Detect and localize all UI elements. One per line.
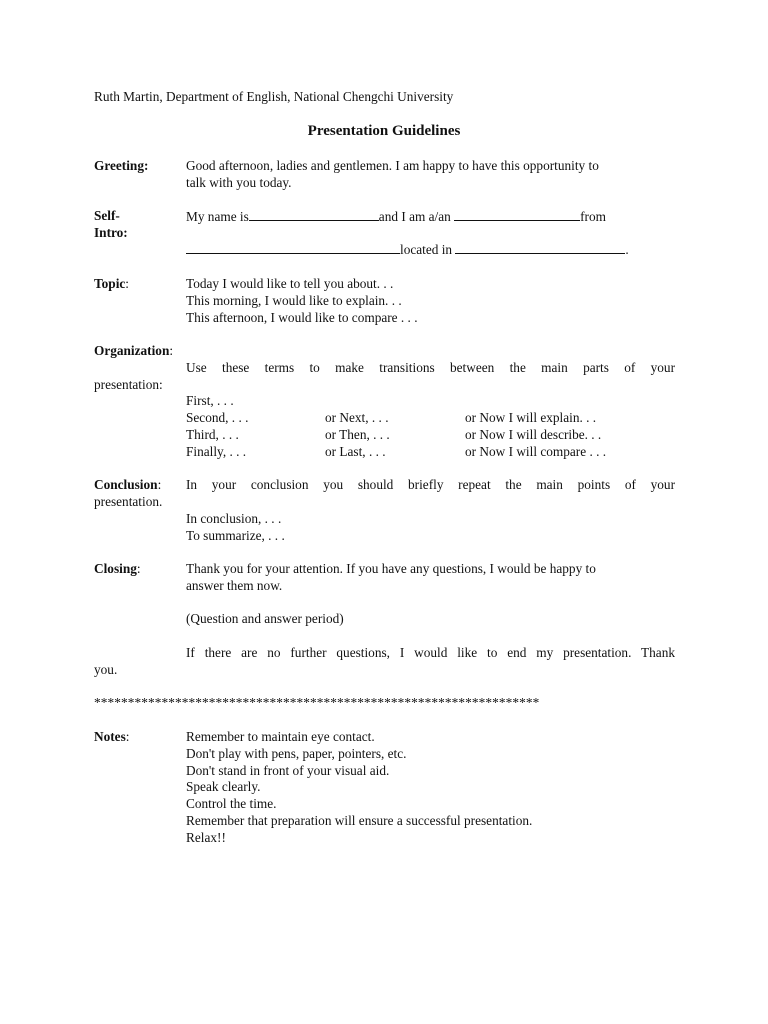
greeting-line-2: talk with you today. (186, 175, 292, 190)
conclusion-phrase-1: In conclusion, . . . (186, 511, 282, 526)
note-item: Speak clearly. (186, 779, 261, 794)
closing-end-line-2: you. (94, 662, 118, 677)
located-text: located in (400, 242, 453, 257)
note-item: Remember that preparation will ensure a successful presentation. (186, 813, 533, 828)
org-row-2-c2: or Next, . . . (325, 410, 389, 425)
occupation-blank[interactable] (454, 208, 580, 221)
self-intro-line-1 (186, 208, 606, 226)
self-intro-label-1: Self- (94, 208, 120, 223)
closing-label: Closing: (94, 561, 141, 576)
conclusion-line-1: In your conclusion you should briefly repeat the main points of your (186, 477, 675, 492)
note-item: Relax!! (186, 830, 226, 845)
asterisk-divider: ****************************************************************** (94, 695, 540, 710)
org-row-4-c2: or Last, . . . (325, 444, 386, 459)
self-intro-label-2: Intro: (94, 225, 128, 240)
closing-end-line-1: If there are no further questions, I would like to end my presentation. Thank (186, 645, 675, 660)
notes-label: Notes: (94, 729, 130, 744)
note-item: Don't stand in front of your visual aid. (186, 763, 390, 778)
note-item: Remember to maintain eye contact. (186, 729, 375, 744)
org-row-4-c1: Finally, . . . (186, 444, 247, 459)
self-intro-line-2 (186, 241, 629, 259)
org-row-2-c1: Second, . . . (186, 410, 249, 425)
note-item: Control the time. (186, 796, 277, 811)
organization-label: Organization: (94, 343, 174, 358)
page-title: Presentation Guidelines (307, 123, 461, 139)
from-text: from (580, 209, 606, 224)
topic-label: Topic: (94, 276, 129, 291)
conclusion-label: Conclusion: (94, 477, 162, 492)
org-row-2-c3: or Now I will explain. . . (465, 410, 597, 425)
org-row-3-c2: or Then, . . . (325, 427, 390, 442)
organization-intro-line-2: presentation: (94, 377, 163, 392)
closing-line-2: answer them now. (186, 578, 283, 593)
topic-line-2: This morning, I would like to explain. . . (186, 293, 402, 308)
greeting-label: Greeting: (94, 158, 149, 173)
closing-line-1: Thank you for your attention. If you have any questions, I would be happy to (186, 561, 596, 576)
note-item: Don't play with pens, paper, pointers, etc. (186, 746, 407, 761)
author-line: Ruth Martin, Department of English, National Chengchi University (94, 89, 454, 104)
org-row-1-c1: First, . . . (186, 393, 234, 408)
organization-intro-line-1: Use these terms to make transitions between the main parts of your (186, 360, 675, 375)
greeting-line-1: Good afternoon, ladies and gentlemen. I am happy to have this opportunity to (186, 158, 599, 173)
origin-blank[interactable] (186, 241, 400, 254)
topic-line-1: Today I would like to tell you about. . . (186, 276, 394, 291)
my-name-text: My name is (186, 209, 249, 224)
org-row-3-c3: or Now I will describe. . . (465, 427, 602, 442)
org-row-4-c3: or Now I will compare . . . (465, 444, 607, 459)
conclusion-line-2: presentation. (94, 494, 163, 509)
topic-line-3: This afternoon, I would like to compare . . . (186, 310, 418, 325)
i-am-text: and I am a/an (378, 209, 451, 224)
conclusion-phrase-2: To summarize, . . . (186, 528, 285, 543)
qa-period-line: (Question and answer period) (186, 611, 344, 626)
name-blank[interactable] (249, 208, 379, 221)
period-text: . (625, 242, 629, 257)
org-row-3-c1: Third, . . . (186, 427, 239, 442)
location-blank[interactable] (455, 241, 625, 254)
